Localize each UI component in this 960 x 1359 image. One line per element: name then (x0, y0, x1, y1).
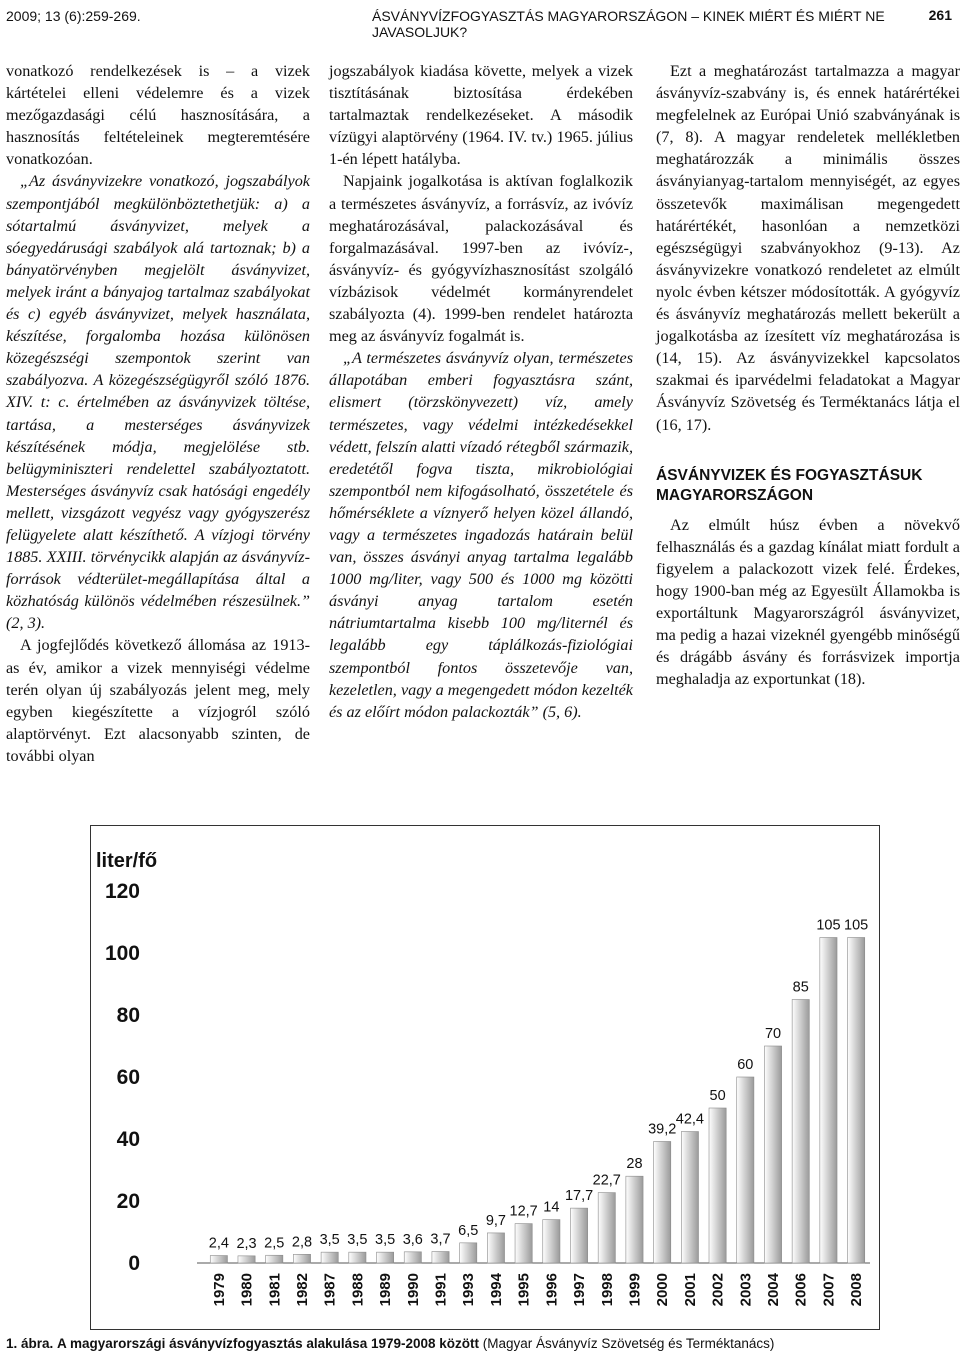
bar-1989 (377, 1252, 394, 1263)
x-tick-label-2002: 2002 (709, 1273, 727, 1307)
x-tick-label-1989: 1989 (377, 1273, 395, 1307)
x-tick-label-1996: 1996 (543, 1273, 561, 1307)
quote-paragraph: „Az ásványvizekre vonatkozó, jogszabályok szempontjából megkülönböztethetjük: a) a sótartalmú ásványvizet, melyek a sóegyedárusági szabályok alá tartoznak; b) a bányatörvényben megjelölt ásványvizet, melyek iránt a bányajog tartalmaz szabályokat és c) egyéb ásványvizet, melyek használata, készítése, forgalomba hozása különösen közegészségi szempontok szerint van szabályozva. A közegészségügyről szóló 1876. XIV. t: c. értelmében az ásványvizek töltése, tartása, a mesterséges ásványvizek készítésének módja, megjelölése stb. belügyminiszteri rendelettel szabályoztatott. Mesterséges ásványvíz csak hatósági engedély mellett, vizsgázott vegyész vagy gyógyszerész felügyelete alatt készíthető. A vízjogi törvény 1885. XXIII. törvénycikk alapján az ásványvíz-források védterület-megállapítása által a közhatóság különös védelmében részesülnek.” (2, 3). (6, 172, 310, 633)
bar-1982 (293, 1254, 310, 1263)
y-tick-label: 40 (116, 1128, 140, 1151)
x-tick-label-2008: 2008 (848, 1273, 866, 1307)
data-label-1980: 2,3 (236, 1235, 257, 1252)
bar-2003 (737, 1077, 754, 1263)
page-number: 261 (928, 7, 952, 23)
caption-title: A magyarországi ásványvízfogyasztás alakulása 1979-2008 között (57, 1336, 480, 1351)
bar-1979 (210, 1256, 227, 1263)
x-tick-label-1987: 1987 (321, 1273, 339, 1307)
paragraph: jogszabályok kiadása követte, melyek a vizek tisztításának biztosítása érdekében tartalmaztak rendelkezéseket. A második vízügyi alaptörvény (1964. IV. tv.) 1965. július 1-én lépett hatályba. (329, 62, 633, 169)
bar-1998 (598, 1193, 615, 1263)
text-column-1 (6, 60, 310, 767)
data-label-2008: 105 (844, 917, 869, 934)
x-tick-label-2006: 2006 (792, 1273, 810, 1307)
x-tick-label-1991: 1991 (432, 1273, 450, 1307)
x-tick-label-1994: 1994 (487, 1273, 505, 1307)
x-tick-label-2003: 2003 (737, 1273, 755, 1307)
data-label-1991: 3,7 (430, 1231, 451, 1248)
x-tick-label-1980: 1980 (238, 1273, 256, 1307)
bar-1981 (266, 1255, 283, 1263)
bar-1995 (515, 1224, 532, 1263)
figure-caption (6, 1336, 956, 1351)
bar-1993 (460, 1243, 477, 1263)
bar-1994 (487, 1233, 504, 1263)
paragraph: A jogfejlődés következő állomása az 1913-as év, amikor a vizek mennyiségi védelme terén olyan új szabályozás jelent meg, mely egyben kiegészítette a vízjogról szóló alaptörvényt. Ezt alacsonyabb szinten, de további olyan (6, 636, 310, 765)
x-tick-label-1993: 1993 (460, 1273, 478, 1307)
bar-1996 (543, 1220, 560, 1263)
data-label-1994: 9,7 (485, 1212, 507, 1229)
x-tick-label-1982: 1982 (293, 1273, 311, 1307)
text-column-2 (329, 60, 633, 723)
bar-2002 (709, 1108, 726, 1263)
data-label-1993: 6,5 (458, 1222, 479, 1239)
consumption-bar-chart (90, 825, 880, 1330)
x-tick-label-1998: 1998 (598, 1273, 616, 1307)
data-label-1982: 2,8 (291, 1234, 313, 1251)
data-label-1996: 14 (543, 1199, 560, 1216)
data-label-1995: 12,7 (509, 1203, 538, 1220)
data-label-2006: 85 (792, 979, 809, 996)
bar-1991 (432, 1252, 449, 1263)
paragraph: Ezt a meghatározást tartalmazza a magyar ásványvíz-szabvány is, és ennek határértékei megfelelnek az Európai Unió szabványának is (7, 8). A magyar rendeletek mellékletben meghatározzák a minimális összes ásványianyag-tartalom mennyiségét, az egyes összetevők maximálisan megengedett határértékét, hasonlóan a nemzetközi egészségügyi szabványokhoz (9-13). Az ásványvizekre vonatkozó rendeletet az elmúlt nyolc évben kétszer módosították. A gyógyvíz és ásványvíz meghatározás mellett bekerült a jogalkotásba az ízesített víz meghatározása is (14, 15). Az ásványvizekkel kapcsolatos szakmai és iparvédelmi feladatokat a Magyar Ásványvíz Szövetség és Terméktanács látja el (16, 17). (656, 62, 960, 434)
x-tick-label-1981: 1981 (266, 1273, 284, 1307)
bar-1997 (570, 1208, 587, 1263)
data-label-1990: 3,6 (402, 1231, 423, 1248)
x-tick-label-1999: 1999 (626, 1273, 644, 1307)
paragraph: Az elmúlt húsz évben a növekvő felhasználás és a gazdag kínálat miatt fordult a figyelem a palackozott vizek felé. Érdekes, hogy 1900-ban még az Egyesült Államokba is exportáltunk Magyarországról ásványvizet, ma pedig a hazai vizeknél gyengébb minőségű és drágább ásvány és forrásvizek importja meghaladja az exportunkat (18). (656, 515, 960, 689)
bar-1999 (626, 1176, 643, 1263)
x-tick-label-1988: 1988 (349, 1273, 367, 1307)
data-label-1997: 17,7 (564, 1188, 594, 1205)
bar-2006 (792, 1000, 809, 1264)
data-label-1987: 3,5 (319, 1232, 340, 1249)
x-tick-label-2001: 2001 (681, 1273, 699, 1307)
y-tick-label: 100 (104, 942, 140, 965)
x-tick-label-1990: 1990 (404, 1273, 422, 1307)
data-label-2000: 39,2 (648, 1121, 677, 1138)
data-label-1988: 3,5 (347, 1232, 368, 1249)
x-tick-label-1979: 1979 (210, 1273, 228, 1307)
caption-label: 1. ábra. (6, 1336, 54, 1351)
journal-citation: 2009; 13 (6):259-269. (6, 8, 141, 24)
x-tick-label-1995: 1995 (515, 1273, 533, 1307)
paragraph: Napjaink jogalkotása is aktívan foglalkozik a természetes ásványvíz, a forrásvíz, az ivóvíz meghatározásával, palackozásával és forgalmazásával. 1997-ben az ivóvíz-, ásványvíz- és gyógyvízhasznosítást szolgáló vízbázisok védelmét kormányrendelet szabályozta (4). 1999-ben rendelet határozta meg az ásványvíz fogalmát is. (329, 172, 633, 346)
y-tick-label: 80 (116, 1004, 140, 1027)
y-tick-label: 60 (116, 1066, 140, 1089)
quote-paragraph: „A természetes ásványvíz olyan, természetes állapotában emberi fogyasztásra szánt, elismert (törzskönyvezett) víz, amely természetes, vagy védelmi intézkedésekkel védett, felszín alatti vízadó rétegből származik, eredetétől fogva tiszta, mikrobiológiai szempontból nem kifogásolható, összetétele és hőmérséklete a víznyerő helyen közel állandó, vagy a természetes ingadozás határain belül van, összes ásványi anyag tartalma legalább 1000 mg/liter, vagy 500 és 1000 mg közötti ásványi anyag tartalom esetén nátriumtartalma kisebb 100 mg/liternél és legalább egy táplálkozás-fiziológiai szempontból fontos összetevője van, kezeletlen, vagy a megengedett módon kezelték és az előírt módon palackozták” (5, 6). (329, 349, 633, 721)
bar-2000 (654, 1141, 671, 1263)
x-tick-label-1997: 1997 (571, 1273, 589, 1307)
bar-2004 (764, 1046, 781, 1263)
data-label-1981: 2,5 (264, 1235, 285, 1252)
x-tick-label-2004: 2004 (765, 1273, 783, 1307)
running-header (0, 6, 960, 40)
data-label-1999: 28 (626, 1156, 643, 1173)
data-label-1979: 2,4 (208, 1235, 229, 1252)
y-tick-label: 0 (128, 1252, 140, 1275)
bar-1988 (349, 1252, 366, 1263)
bar-2007 (820, 938, 837, 1264)
bar-1990 (404, 1252, 421, 1263)
bar-2001 (681, 1132, 698, 1263)
data-label-2002: 50 (709, 1088, 726, 1104)
y-axis-label: liter/fő (96, 850, 158, 872)
caption-source: (Magyar Ásványvíz Szövetség és Terméktanács) (482, 1336, 775, 1351)
section-heading: ÁSVÁNYVIZEK ÉS FOGYASZTÁSUK MAGYARORSZÁGON (656, 466, 923, 504)
x-tick-label-2007: 2007 (820, 1273, 838, 1307)
bar-1980 (238, 1256, 255, 1263)
y-tick-label: 20 (116, 1190, 140, 1213)
data-label-2003: 60 (737, 1057, 754, 1073)
data-label-1998: 22,7 (592, 1172, 621, 1189)
paragraph: vonatkozó rendelkezések is – a vizek kártételei elleni védelemre és a vizek mezőgazdasági célú hasznosítására, a hasznosítás feltételeinek megteremtésére vonatkozóan. (6, 62, 310, 169)
x-tick-label-2000: 2000 (654, 1273, 672, 1307)
data-label-1989: 3,5 (375, 1232, 396, 1249)
text-column-3 (656, 60, 960, 690)
y-tick-label: 120 (104, 880, 140, 903)
running-title: ÁSVÁNYVÍZFOGYASZTÁS MAGYARORSZÁGON – KINEK MIÉRT ÉS MIÉRT NE JAVASOLJUK? (372, 8, 885, 40)
data-label-2007: 105 (816, 917, 841, 934)
data-label-2001: 42,4 (675, 1111, 705, 1128)
bar-2008 (848, 938, 865, 1264)
bar-1987 (321, 1252, 338, 1263)
chart-frame (91, 826, 880, 1330)
data-label-2004: 70 (764, 1026, 782, 1042)
